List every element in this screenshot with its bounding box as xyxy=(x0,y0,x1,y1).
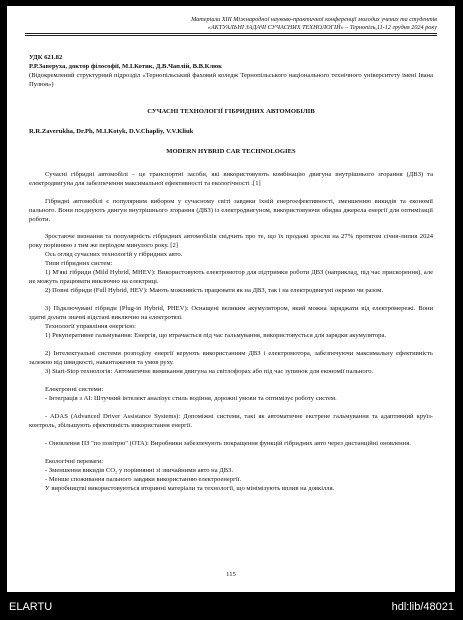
section-heading: Екологічні переваги: xyxy=(45,458,104,465)
header-divider xyxy=(25,35,437,36)
list-item: 3) Start-Stop технологія: Автоматичне вимикання двигуна на світлофорах або під час зупинок для економії пального. xyxy=(45,368,374,375)
article-title-ukrainian: СУЧАСНІ ТЕХНОЛОГІЇ ГІБРИДНИХ АВТОМОБІЛІВ xyxy=(147,108,315,115)
section-heading: Типи гібридних систем: xyxy=(45,260,113,267)
conference-header-line2: «АКТУАЛЬНІ ЗАДАЧІ СУЧАСНИХ ТЕХНОЛОГІЙ» – Тернопіль,11-12 грудня 2024 року xyxy=(207,24,437,31)
body-paragraph: Сучасні гібридні автомобілі – це транспортні засоби, які використовують комбінацію двигуна внутрішнього згорання (ДВЗ) та електродвигуна для забезпечення максимальної ефективності та екологічності .[1] xyxy=(29,171,433,187)
list-item: - Менше споживання пального завдяки використанню електроенергії. xyxy=(45,476,242,483)
list-item: 1) М'які гібриди (Mild Hybrid, MHEV): Використовують електромотор для підтримки роботи ДВЗ (наприклад, під час прискорення), але не можуть працювати виключно на електриці. xyxy=(29,269,433,285)
handle-identifier: hdl:lib/48021 xyxy=(391,601,454,613)
list-item: - ADAS (Advanced Driver Assistance Systems): Допоміжні системи, такі як автоматичне екстрене гальмування та адаптивний круїз-контроль, збільшують ефективність використання енергії. xyxy=(29,413,433,429)
udc-code: УДК 621.82 xyxy=(29,54,63,61)
document-page xyxy=(7,6,455,592)
list-item: 2) Інтелектуальні системи розподілу енергії керують використанням ДВЗ і електромотора, забезпечуючи максимальну ефективність залежно від швидкості, навантаження та умов руху. xyxy=(29,350,433,366)
list-item: - Зменшення викидів CO₂ у порівнянні зі звичайними авто на ДВЗ. xyxy=(45,467,234,474)
body-paragraph: У виробництві використовуються вторинні матеріали та технології, що мінімізують вплив на довкілля. xyxy=(45,485,335,492)
section-heading: Електронні системи: xyxy=(45,386,104,393)
authors-english: R.R.Zaverukha, Dr.Ph, M.I.Kotyk, D.V.Chapliy, V.V.Kliuk xyxy=(29,128,194,135)
list-item: - Оновлення ПЗ "по повітрю" (OTA): Виробники забезпечують покращення функцій гібридних авто через дистанційні оновлення. xyxy=(45,440,411,447)
body-paragraph: Зростаюче визнання та популярність гібридних автомобілів свідчить про те, що їх продажі зросли на 27% протягом січня-липня 2024 року порівняно з тим же періодом минулого року. [2] xyxy=(29,233,433,249)
article-title-english: MODERN HYBRID CAR TECHNOLOGIES xyxy=(166,148,296,155)
body-paragraph: Гібридні автомобілі є популярним вибором у сучасному світі завдяки їхній енергоефективності, зменшенню викидів та економії пального. Вони поєднують двигун внутрішнього згорання (ДВЗ) із електродвигуном, використовуючи обидва джерела енергії для оптимізації роботи. xyxy=(29,198,433,223)
body-paragraph: Ось огляд сучасних технологій у гібридних авто. xyxy=(45,251,183,258)
header-divider xyxy=(25,33,437,34)
repository-label: ELARTU xyxy=(9,601,53,613)
list-item: - Інтеграція з AI: Штучний інтелект аналізує стиль водіння, дорожні умови та оптимізує роботу систем. xyxy=(45,395,337,402)
list-item: 3) Підключувані гібриди (Plug-in Hybrid, PHEV): Оснащені великим акумулятором, який можна заряджати від електромережі. Вони здатні долати значні відстані виключно на електротязі. xyxy=(29,305,433,321)
author-affiliation: (Відокремлений структурний підрозділ «Тернопільський фаховий коледж Тернопільського національного технічного університету імені Івана Пулюя») xyxy=(29,72,433,88)
section-heading: Технології управління енергією: xyxy=(45,323,136,330)
page-number: 115 xyxy=(226,571,236,578)
conference-header-line1: Матеріали XIII Міжнародної науково-практичної конференції молодих учених та студентів xyxy=(191,16,437,23)
list-item: 2) Повні гібриди (Full Hybrid, HEV): Мають можливість працювати як на ДВЗ, так і на електродвигуні окремо чи разом. xyxy=(45,287,384,294)
authors-ukrainian: Р.Р.Заверуха, доктор філософії, М.І.Котик, Д.В.Чаплій, В.В.Клюк xyxy=(29,63,222,70)
list-item: 1) Рекуперативне гальмування: Енергія, що втрачається під час гальмування, використовується для зарядки акумулятора. xyxy=(45,332,387,339)
